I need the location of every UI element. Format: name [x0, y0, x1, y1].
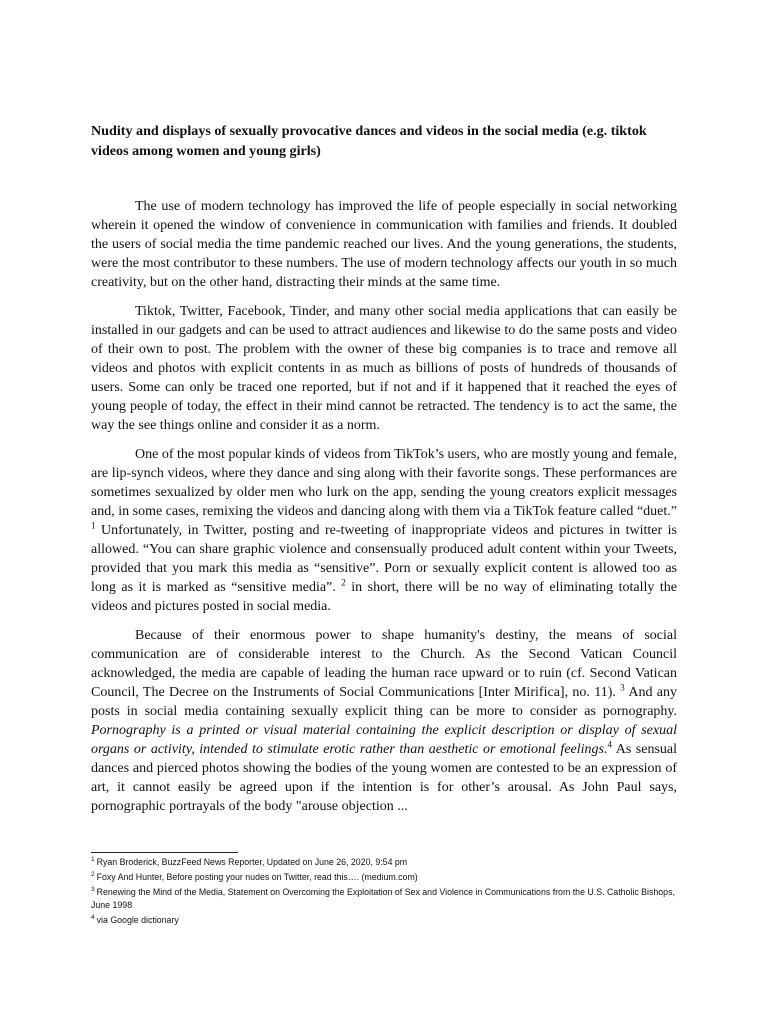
footnote-4 — [91, 914, 677, 927]
paragraph-2: Tiktok, Twitter, Facebook, Tinder, and many other social media applications that can easily be installed in our gadgets and can be used to attract audiences and likewise to do the same posts and video of their own to post. The problem with the owner of these big companies is to trace and remove all videos and photos with explicit contents in as much as billions of posts of hundreds of thousands of users. Some can only be traced one reported, but if not and if it happened that it reached the eyes of young people of today, the effect in their mind cannot be retracted. The tendency is to act the same, the way the see things online and consider it as a norm. — [91, 304, 677, 433]
document-body — [91, 121, 677, 826]
footnote-ref-2[interactable]: 2 — [341, 577, 346, 588]
footnote-ref-1[interactable]: 1 — [91, 520, 96, 531]
footnote-3 — [91, 886, 677, 912]
footnote-text: via Google dictionary — [96, 915, 179, 925]
footnote-number: 2 — [91, 871, 95, 879]
pornography-definition: Pornography is a printed or visual material containing the explicit description or display of sexual organs or activity, intended to stimulate erotic rather than aesthetic or emotional feelings. — [91, 723, 677, 757]
paragraph-3-text-a: One of the most popular kinds of videos from TikTok’s users, who are mostly young and female, are lip-synch videos, where they dance and sing along with their favorite songs. These performances are sometimes sexualized by older men who lurk on the app, sending the young creators explicit messages and, in some cases, remixing the videos and dancing along with them via a TikTok feature called “duet.” — [91, 447, 677, 519]
footnote-number: 1 — [91, 856, 95, 864]
document-title: Nudity and displays of sexually provocative dances and videos in the social media (e.g. tiktok videos among women and young girls) — [91, 123, 647, 159]
footnote-number: 4 — [91, 914, 95, 922]
paragraph-3-text-c: in short, there will be no way of eliminating totally the videos and pictures posted in social media. — [91, 580, 678, 614]
body-text — [91, 197, 677, 816]
paragraph-4-text-a: Because of their enormous power to shape humanity's destiny, the means of social communication are of considerable interest to the Church. As the Second Vatican Council acknowledged, the media are capable of leading the human race upward or to ruin (cf. Second Vatican Council, The Decree on the Instruments of Social Communications [Inter Mirifica], no. 11). — [91, 628, 677, 700]
footnote-text: Ryan Broderick, BuzzFeed News Reporter, Updated on June 26, 2020, 9:54 pm — [96, 857, 408, 867]
paragraph-3-text-b: Unfortunately, in Twitter, posting and re-tweeting of inappropriate videos and pictures in twitter is allowed. “You can share graphic violence and consensually produced adult content within your Tweets, provided that you mark this media as “sensitive”. Porn or sexually explicit content is allowed too as long as it is marked as “sensitive media”. — [91, 523, 677, 595]
paragraph-1: The use of modern technology has improved the life of people especially in social networking wherein it opened the window of convenience in communication with families and friends. It doubled the users of social media the time pandemic reached our lives. And the young generations, the students, were the most contributor to these numbers. The use of modern technology affects our youth in so much creativity, but on the other hand, distracting their minds at the same time. — [91, 199, 677, 290]
footnote-2 — [91, 871, 677, 884]
footnote-text: Renewing the Mind of the Media, Statement on Overcoming the Exploitation of Sex and Violence in Communications from the U.S. Catholic Bishops, June 1998 — [91, 887, 675, 910]
footnotes — [91, 856, 677, 929]
paragraph-4-text-c: As sensual dances and pierced photos showing the bodies of the young women are contested to be an expression of art, it cannot easily be agreed upon if the intention is for other’s arousal. As John Paul says, pornographic portrayals of the body "arouse objection ... — [91, 742, 677, 814]
footnote-text: Foxy And Hunter, Before posting your nudes on Twitter, read this…. (medium.com) — [96, 872, 418, 882]
paragraph-4-text-b: And any posts in social media containing sexually explicit thing can be more to consider as pornography. — [91, 685, 678, 719]
footnote-1 — [91, 856, 677, 869]
footnote-separator — [91, 852, 238, 853]
paragraph-4 — [91, 626, 677, 816]
footnote-ref-3[interactable]: 3 — [620, 682, 625, 693]
footnote-number: 3 — [91, 886, 95, 894]
footnote-ref-4[interactable]: 4 — [607, 739, 612, 750]
paragraph-3 — [91, 445, 677, 616]
